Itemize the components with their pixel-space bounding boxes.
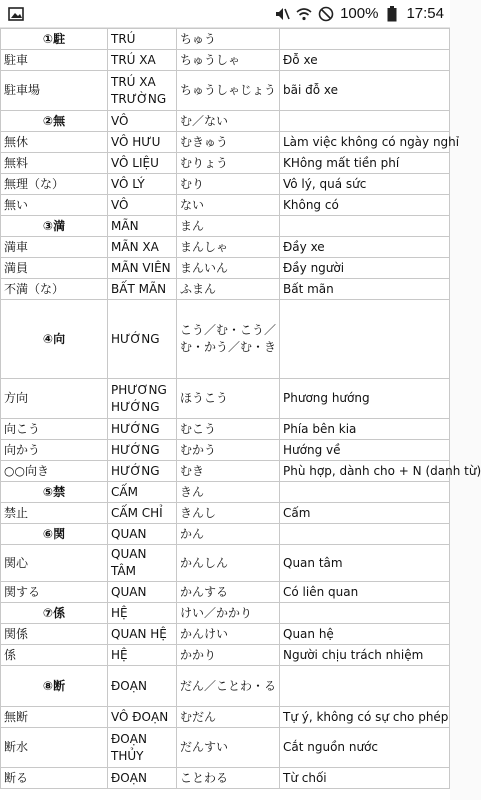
reading-cell: ちゅうしゃじょう [177, 71, 280, 111]
meaning-cell: bãi đỗ xe [280, 71, 450, 111]
kanji-cell: 満員 [1, 258, 108, 279]
kanji-header-row [1, 29, 450, 50]
kanji-cell: ④向 [1, 300, 108, 379]
meaning-cell: Phù hợp, dành cho + N (danh từ) [280, 461, 450, 482]
kanji-cell: 無断 [1, 707, 108, 728]
meaning-cell: Hướng về [280, 440, 450, 461]
kanji-cell: 関する [1, 582, 108, 603]
meaning-cell: Đầy người [280, 258, 450, 279]
meaning-cell [280, 482, 450, 503]
han-viet-cell: QUAN TÂM [108, 545, 177, 582]
han-viet-cell: MÃN [108, 216, 177, 237]
meaning-cell: Phía bên kia [280, 419, 450, 440]
han-viet-cell: VÔ LÝ [108, 174, 177, 195]
reading-cell: まんいん [177, 258, 280, 279]
reading-cell: かん [177, 524, 280, 545]
reading-cell: けい／かかり [177, 603, 280, 624]
reading-cell: かんしん [177, 545, 280, 582]
vocab-row [1, 707, 450, 728]
han-viet-cell: VÔ HƯU [108, 132, 177, 153]
kanji-cell: ⑦係 [1, 603, 108, 624]
kanji-cell: ①駐 [1, 29, 108, 50]
vocab-row [1, 419, 450, 440]
meaning-cell: Vô lý, quá sức [280, 174, 450, 195]
reading-cell: きんし [177, 503, 280, 524]
kanji-cell: 向こう [1, 419, 108, 440]
vocab-table [0, 28, 481, 789]
han-viet-cell: ĐOẠN [108, 666, 177, 707]
han-viet-cell: MÃN XA [108, 237, 177, 258]
meaning-cell: Bất mãn [280, 279, 450, 300]
reading-cell: むきゅう [177, 132, 280, 153]
kanji-cell: ⑥関 [1, 524, 108, 545]
han-viet-cell: HỆ [108, 603, 177, 624]
meaning-cell [280, 111, 450, 132]
han-viet-cell: QUAN [108, 582, 177, 603]
meaning-cell: Không có [280, 195, 450, 216]
kanji-header-row [1, 482, 450, 503]
vocab-row [1, 503, 450, 524]
meaning-cell: KHông mất tiền phí [280, 153, 450, 174]
vocab-row [1, 645, 450, 666]
vocab-row [1, 279, 450, 300]
reading-cell: きん [177, 482, 280, 503]
kanji-cell: 不満（な） [1, 279, 108, 300]
han-viet-cell: HƯỚNG [108, 461, 177, 482]
han-viet-cell: HỆ [108, 645, 177, 666]
wifi-icon [296, 6, 312, 22]
kanji-cell: ③満 [1, 216, 108, 237]
vocab-row [1, 461, 450, 482]
kanji-cell: ⑤禁 [1, 482, 108, 503]
kanji-cell: ⑧断 [1, 666, 108, 707]
clock-text: 17:54 [406, 5, 444, 22]
han-viet-cell: TRÚ XA TRƯỜNG [108, 71, 177, 111]
meaning-cell: Có liên quan [280, 582, 450, 603]
meaning-cell: Đầy xe [280, 237, 450, 258]
mute-icon [274, 6, 290, 22]
han-viet-cell: PHƯƠNG HƯỚNG [108, 379, 177, 419]
vocab-row [1, 50, 450, 71]
vocab-row [1, 768, 450, 789]
meaning-cell: Đỗ xe [280, 50, 450, 71]
reading-cell: だん／ことわ・る [177, 666, 280, 707]
kanji-cell: 向かう [1, 440, 108, 461]
reading-cell: かんする [177, 582, 280, 603]
han-viet-cell: VÔ LIỆU [108, 153, 177, 174]
han-viet-cell: HƯỚNG [108, 300, 177, 379]
meaning-cell: Cấm [280, 503, 450, 524]
meaning-cell: Quan hệ [280, 624, 450, 645]
kanji-header-row [1, 524, 450, 545]
kanji-cell: 無い [1, 195, 108, 216]
han-viet-cell: VÔ [108, 195, 177, 216]
kanji-header-row [1, 111, 450, 132]
battery-icon [384, 6, 400, 22]
meaning-cell: Từ chối [280, 768, 450, 789]
vocab-row [1, 440, 450, 461]
kanji-cell: 係 [1, 645, 108, 666]
kanji-cell: ②無 [1, 111, 108, 132]
reading-cell: むだん [177, 707, 280, 728]
meaning-cell [280, 216, 450, 237]
reading-cell: こう／む・こう／む・かう／む・き [177, 300, 280, 379]
kanji-cell: ○○向き [1, 461, 108, 482]
han-viet-cell: TRÚ XA [108, 50, 177, 71]
han-viet-cell: MÃN VIÊN [108, 258, 177, 279]
kanji-header-row [1, 216, 450, 237]
vocab-row [1, 237, 450, 258]
vocab-table-container[interactable] [0, 28, 481, 800]
vocab-row [1, 582, 450, 603]
battery-text: 100% [340, 5, 379, 22]
meaning-cell [280, 29, 450, 50]
kanji-cell: 禁止 [1, 503, 108, 524]
han-viet-cell: CẤM [108, 482, 177, 503]
han-viet-cell: QUAN [108, 524, 177, 545]
reading-cell: かんけい [177, 624, 280, 645]
reading-cell: ほうこう [177, 379, 280, 419]
kanji-cell: 関心 [1, 545, 108, 582]
han-viet-cell: CẤM CHỈ [108, 503, 177, 524]
meaning-cell [280, 603, 450, 624]
han-viet-cell: BẤT MÃN [108, 279, 177, 300]
kanji-cell: 駐車場 [1, 71, 108, 111]
vocab-row [1, 174, 450, 195]
kanji-cell: 無料 [1, 153, 108, 174]
kanji-cell: 方向 [1, 379, 108, 419]
kanji-header-row [1, 603, 450, 624]
meaning-cell: Cắt nguồn nước [280, 728, 450, 768]
reading-cell: ちゅうしゃ [177, 50, 280, 71]
han-viet-cell: VÔ [108, 111, 177, 132]
meaning-cell: Làm việc không có ngày nghỉ [280, 132, 450, 153]
meaning-cell: Quan tâm [280, 545, 450, 582]
meaning-cell: Phương hướng [280, 379, 450, 419]
reading-cell: ない [177, 195, 280, 216]
meaning-cell [280, 524, 450, 545]
reading-cell: む／ない [177, 111, 280, 132]
vocab-row [1, 71, 450, 111]
reading-cell: まん [177, 216, 280, 237]
kanji-header-row [1, 300, 450, 379]
han-viet-cell: VÔ ĐOẠN [108, 707, 177, 728]
meaning-cell [280, 300, 450, 379]
status-bar [0, 0, 450, 28]
reading-cell: まんしゃ [177, 237, 280, 258]
reading-cell: ちゅう [177, 29, 280, 50]
dnd-icon [318, 6, 334, 22]
reading-cell: むりょう [177, 153, 280, 174]
kanji-cell: 断水 [1, 728, 108, 768]
vocab-row [1, 545, 450, 582]
status-bar-left [8, 6, 24, 22]
kanji-cell: 満車 [1, 237, 108, 258]
kanji-header-row [1, 666, 450, 707]
han-viet-cell: ĐOẠN THỦY [108, 728, 177, 768]
reading-cell: ことわる [177, 768, 280, 789]
reading-cell: むこう [177, 419, 280, 440]
vocab-row [1, 258, 450, 279]
reading-cell: だんすい [177, 728, 280, 768]
vocab-row [1, 728, 450, 768]
vocab-row [1, 132, 450, 153]
han-viet-cell: ĐOẠN [108, 768, 177, 789]
image-icon [8, 6, 24, 22]
reading-cell: むかう [177, 440, 280, 461]
kanji-cell: 関係 [1, 624, 108, 645]
vocab-row [1, 153, 450, 174]
meaning-cell: Người chịu trách nhiệm [280, 645, 450, 666]
kanji-cell: 駐車 [1, 50, 108, 71]
kanji-cell: 無理（な） [1, 174, 108, 195]
han-viet-cell: TRÚ [108, 29, 177, 50]
vocab-row [1, 195, 450, 216]
reading-cell: むり [177, 174, 280, 195]
han-viet-cell: QUAN HỆ [108, 624, 177, 645]
vocab-row [1, 624, 450, 645]
kanji-cell: 断る [1, 768, 108, 789]
han-viet-cell: HƯỚNG [108, 440, 177, 461]
status-bar-right [274, 5, 444, 22]
meaning-cell: Tự ý, không có sự cho phép [280, 707, 450, 728]
reading-cell: ふまん [177, 279, 280, 300]
han-viet-cell: HƯỚNG [108, 419, 177, 440]
kanji-cell: 無休 [1, 132, 108, 153]
reading-cell: むき [177, 461, 280, 482]
reading-cell: かかり [177, 645, 280, 666]
meaning-cell [280, 666, 450, 707]
vocab-row [1, 379, 450, 419]
